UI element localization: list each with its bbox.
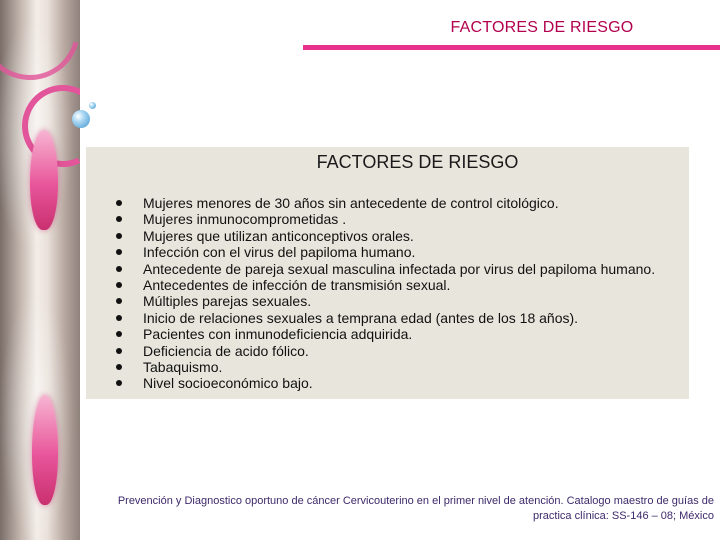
pink-drop-decoration (32, 395, 58, 505)
bullet-icon (116, 331, 122, 337)
bullet-icon (116, 380, 122, 386)
list-item-text: Antecedentes de infección de transmisión sexual. (143, 276, 451, 293)
blue-bubble-decoration (89, 102, 96, 109)
pink-drop-decoration (30, 130, 58, 230)
bullet-icon (116, 233, 122, 239)
list-item-text: Deficiencia de acido fólico. (143, 342, 309, 359)
list-item (116, 261, 655, 277)
bullet-icon (116, 200, 122, 206)
list-item (116, 244, 655, 260)
list-item (116, 310, 655, 326)
risk-factors-list (116, 195, 655, 392)
list-item (116, 195, 655, 211)
bullet-icon (116, 298, 122, 304)
bullet-icon (116, 364, 122, 370)
bullet-icon (116, 282, 122, 288)
title-underline (303, 45, 720, 50)
list-item-text: Tabaquismo. (143, 358, 223, 375)
blue-bubble-decoration (72, 110, 90, 128)
list-item-text: Mujeres inmunocomprometidas . (143, 211, 347, 228)
list-item-text: Antecedente de pareja sexual masculina infectada por virus del papiloma humano. (143, 260, 656, 277)
list-item-text: Infección con el virus del papiloma humano. (143, 244, 416, 261)
bullet-icon (116, 249, 122, 255)
bullet-icon (116, 315, 122, 321)
list-item-text: Mujeres menores de 30 años sin antecedente de control citológico. (143, 195, 559, 211)
list-item-text: Pacientes con inmunodeficiencia adquirida. (143, 326, 413, 343)
list-item (116, 277, 655, 293)
list-item-text: Múltiples parejas sexuales. (143, 293, 312, 310)
list-item (116, 211, 655, 227)
risk-factors-panel (86, 147, 689, 399)
decorative-side-image (0, 0, 80, 540)
source-citation: Prevención y Diagnostico oportuno de cáncer Cervicouterino en el primer nivel de atención. Catalogo maestro de guías de practica clínica: SS-146 – 08; México (117, 495, 714, 522)
bullet-icon (116, 216, 122, 222)
list-item (116, 343, 655, 359)
list-item-text: Inicio de relaciones sexuales a temprana edad (antes de los 18 años). (143, 309, 579, 326)
list-item-text: Nivel socioeconómico bajo. (143, 375, 313, 392)
list-item (116, 228, 655, 244)
panel-title: FACTORES DE RIESGO (316, 152, 519, 172)
bullet-icon (116, 348, 122, 354)
list-item (116, 326, 655, 342)
list-item (116, 293, 655, 309)
list-item-text: Mujeres que utilizan anticonceptivos orales. (143, 227, 414, 244)
bullet-icon (116, 266, 122, 272)
slide-title: FACTORES DE RIESGO (450, 19, 634, 36)
list-item (116, 359, 655, 375)
list-item (116, 375, 655, 391)
